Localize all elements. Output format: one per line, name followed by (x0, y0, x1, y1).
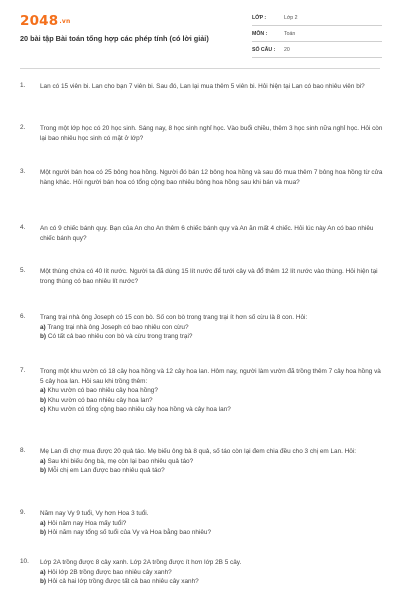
question-body (40, 82, 385, 92)
sub-question-letter: b) (40, 396, 47, 404)
question-body (40, 509, 385, 538)
sub-question-letter: a) (40, 323, 46, 331)
sub-question-text: Mỗi chị em Lan được bao nhiêu quả táo? (47, 467, 165, 475)
sub-question-letter: a) (40, 457, 46, 465)
sub-question-letter: c) (40, 406, 46, 414)
sub-question (40, 568, 385, 578)
sub-question-text: Khu vườn có tổng cộng bao nhiêu cây hoa hồng và cây hoa lan? (47, 406, 231, 414)
sub-question-letter: b) (40, 578, 47, 586)
question-number: 2. (20, 124, 26, 131)
question-number: 5. (20, 267, 26, 274)
sub-question-text: Hỏi năm nay Hoa mấy tuổi? (47, 519, 127, 527)
document-title: 20 bài tập Bài toán tổng hợp các phép tính (có lời giải) (20, 34, 209, 43)
meta-value: Lớp 2 (284, 15, 298, 21)
sub-question (40, 577, 385, 587)
sub-question-letter: b) (40, 333, 47, 341)
question-text: Một người bán hoa có 25 bông hoa hồng. Người đó bán 12 bông hoa hồng và sau đó mua thêm 7 bông hoa hồng từ cửa hàng khác. Hỏi người bán hoa có tổng cộng bao nhiêu bông hoa hồng sau khi bán và mua? (40, 169, 383, 186)
question-text: Trong một lớp học có 20 học sinh. Sáng nay, 8 học sinh nghỉ học. Vào buổi chiều, thêm 3 học sinh nữa nghỉ học. Hỏi còn lại bao nhiêu học sinh có mặt ở lớp? (40, 125, 383, 142)
meta-value: 20 (284, 47, 290, 53)
question-number: 1. (20, 82, 26, 89)
question-number: 3. (20, 168, 26, 175)
sub-question-text: Hỏi lớp 2B trồng được bao nhiêu cây xanh? (47, 568, 172, 576)
sub-question (40, 323, 385, 333)
question-body (40, 558, 385, 587)
question-text: Một thùng chứa có 40 lít nước. Người ta đã dùng 15 lít nước để tưới cây và đổ thêm 12 lít nước vào thùng. Hỏi hiện tại trong thùng có bao nhiêu lít nước? (40, 268, 378, 285)
meta-value: Toán (284, 31, 296, 37)
sub-question-letter: a) (40, 568, 46, 576)
sub-question-text: Khu vườn có bao nhiêu cây hoa hồng? (47, 387, 158, 395)
sub-question-letter: b) (40, 529, 47, 537)
question-body (40, 367, 385, 415)
question-body (40, 168, 385, 187)
question-text: An có 9 chiếc bánh quy. Bạn của An cho An thêm 6 chiếc bánh quy và An ăn mất 4 chiếc. Hỏi lúc này An có bao nhiêu chiếc bánh quy? (40, 225, 374, 242)
logo-text: 2048 (20, 13, 59, 29)
sub-question-text: Có tất cả bao nhiêu con bò và cừu trong trang trại? (47, 333, 193, 341)
question-body (40, 447, 385, 476)
sub-question (40, 528, 385, 538)
meta-label: MÔN : (252, 31, 268, 37)
question-number: 6. (20, 313, 26, 320)
question-body (40, 267, 385, 286)
question-text: Mẹ Lan đi chợ mua được 20 quả táo. Mẹ biếu ông bà 8 quả, số táo còn lại đem chia đều cho 3 chị em Lan. Hỏi: (40, 448, 357, 455)
meta-label: LỚP : (252, 15, 267, 21)
question-text: Trong một khu vườn có 18 cây hoa hồng và 12 cây hoa lan. Hôm nay, người làm vườn đã trồng thêm 7 cây hoa hồng và 5 cây hoa lan. Hỏi sau khi trồng thêm: (40, 368, 381, 385)
question-number: 10. (20, 558, 29, 565)
sub-question-text: Hỏi năm nay tổng số tuổi của Vy và Hoa bằng bao nhiêu? (47, 529, 212, 537)
sub-question (40, 405, 385, 415)
sub-question-text: Sau khi biếu ông bà, mẹ còn lại bao nhiêu quả táo? (47, 457, 194, 465)
question-body (40, 124, 385, 143)
sub-question (40, 396, 385, 406)
sub-question (40, 519, 385, 529)
question-body (40, 313, 385, 342)
logo-tld: .vn (59, 18, 71, 25)
question-number: 9. (20, 509, 26, 516)
question-number: 8. (20, 447, 26, 454)
question-text: Lớp 2A trồng được 8 cây xanh. Lớp 2A trồng được ít hơn lớp 2B 5 cây. (40, 559, 242, 566)
question-text: Lan có 15 viên bi. Lan cho bạn 7 viên bi. Sau đó, Lan lại mua thêm 5 viên bi. Hỏi hiện tại Lan có bao nhiêu viên bi? (40, 83, 365, 90)
sub-question-letter: a) (40, 387, 46, 395)
sub-question-text: Khu vườn có bao nhiêu cây hoa lan? (47, 396, 153, 404)
sub-question-text: Hỏi cả hai lớp trồng được tất cả bao nhiêu cây xanh? (47, 578, 199, 586)
meta-label: SỐ CÂU : (252, 47, 276, 53)
sub-question-letter: b) (40, 467, 47, 475)
question-body (40, 224, 385, 243)
sub-question (40, 386, 385, 396)
sub-question-letter: a) (40, 519, 46, 527)
question-text: Trang trại nhà ông Joseph có 15 con bò. Số con bò trong trang trại ít hơn số cừu là 8 con. Hỏi: (40, 314, 308, 321)
sub-question (40, 457, 385, 467)
question-number: 7. (20, 367, 26, 374)
sub-question (40, 466, 385, 476)
question-text: Năm nay Vy 9 tuổi, Vy hơn Hoa 3 tuổi. (40, 510, 149, 517)
sub-question (40, 332, 385, 342)
question-number: 4. (20, 224, 26, 231)
sub-question-text: Trang trại nhà ông Joseph có bao nhiêu con cừu? (47, 323, 189, 331)
